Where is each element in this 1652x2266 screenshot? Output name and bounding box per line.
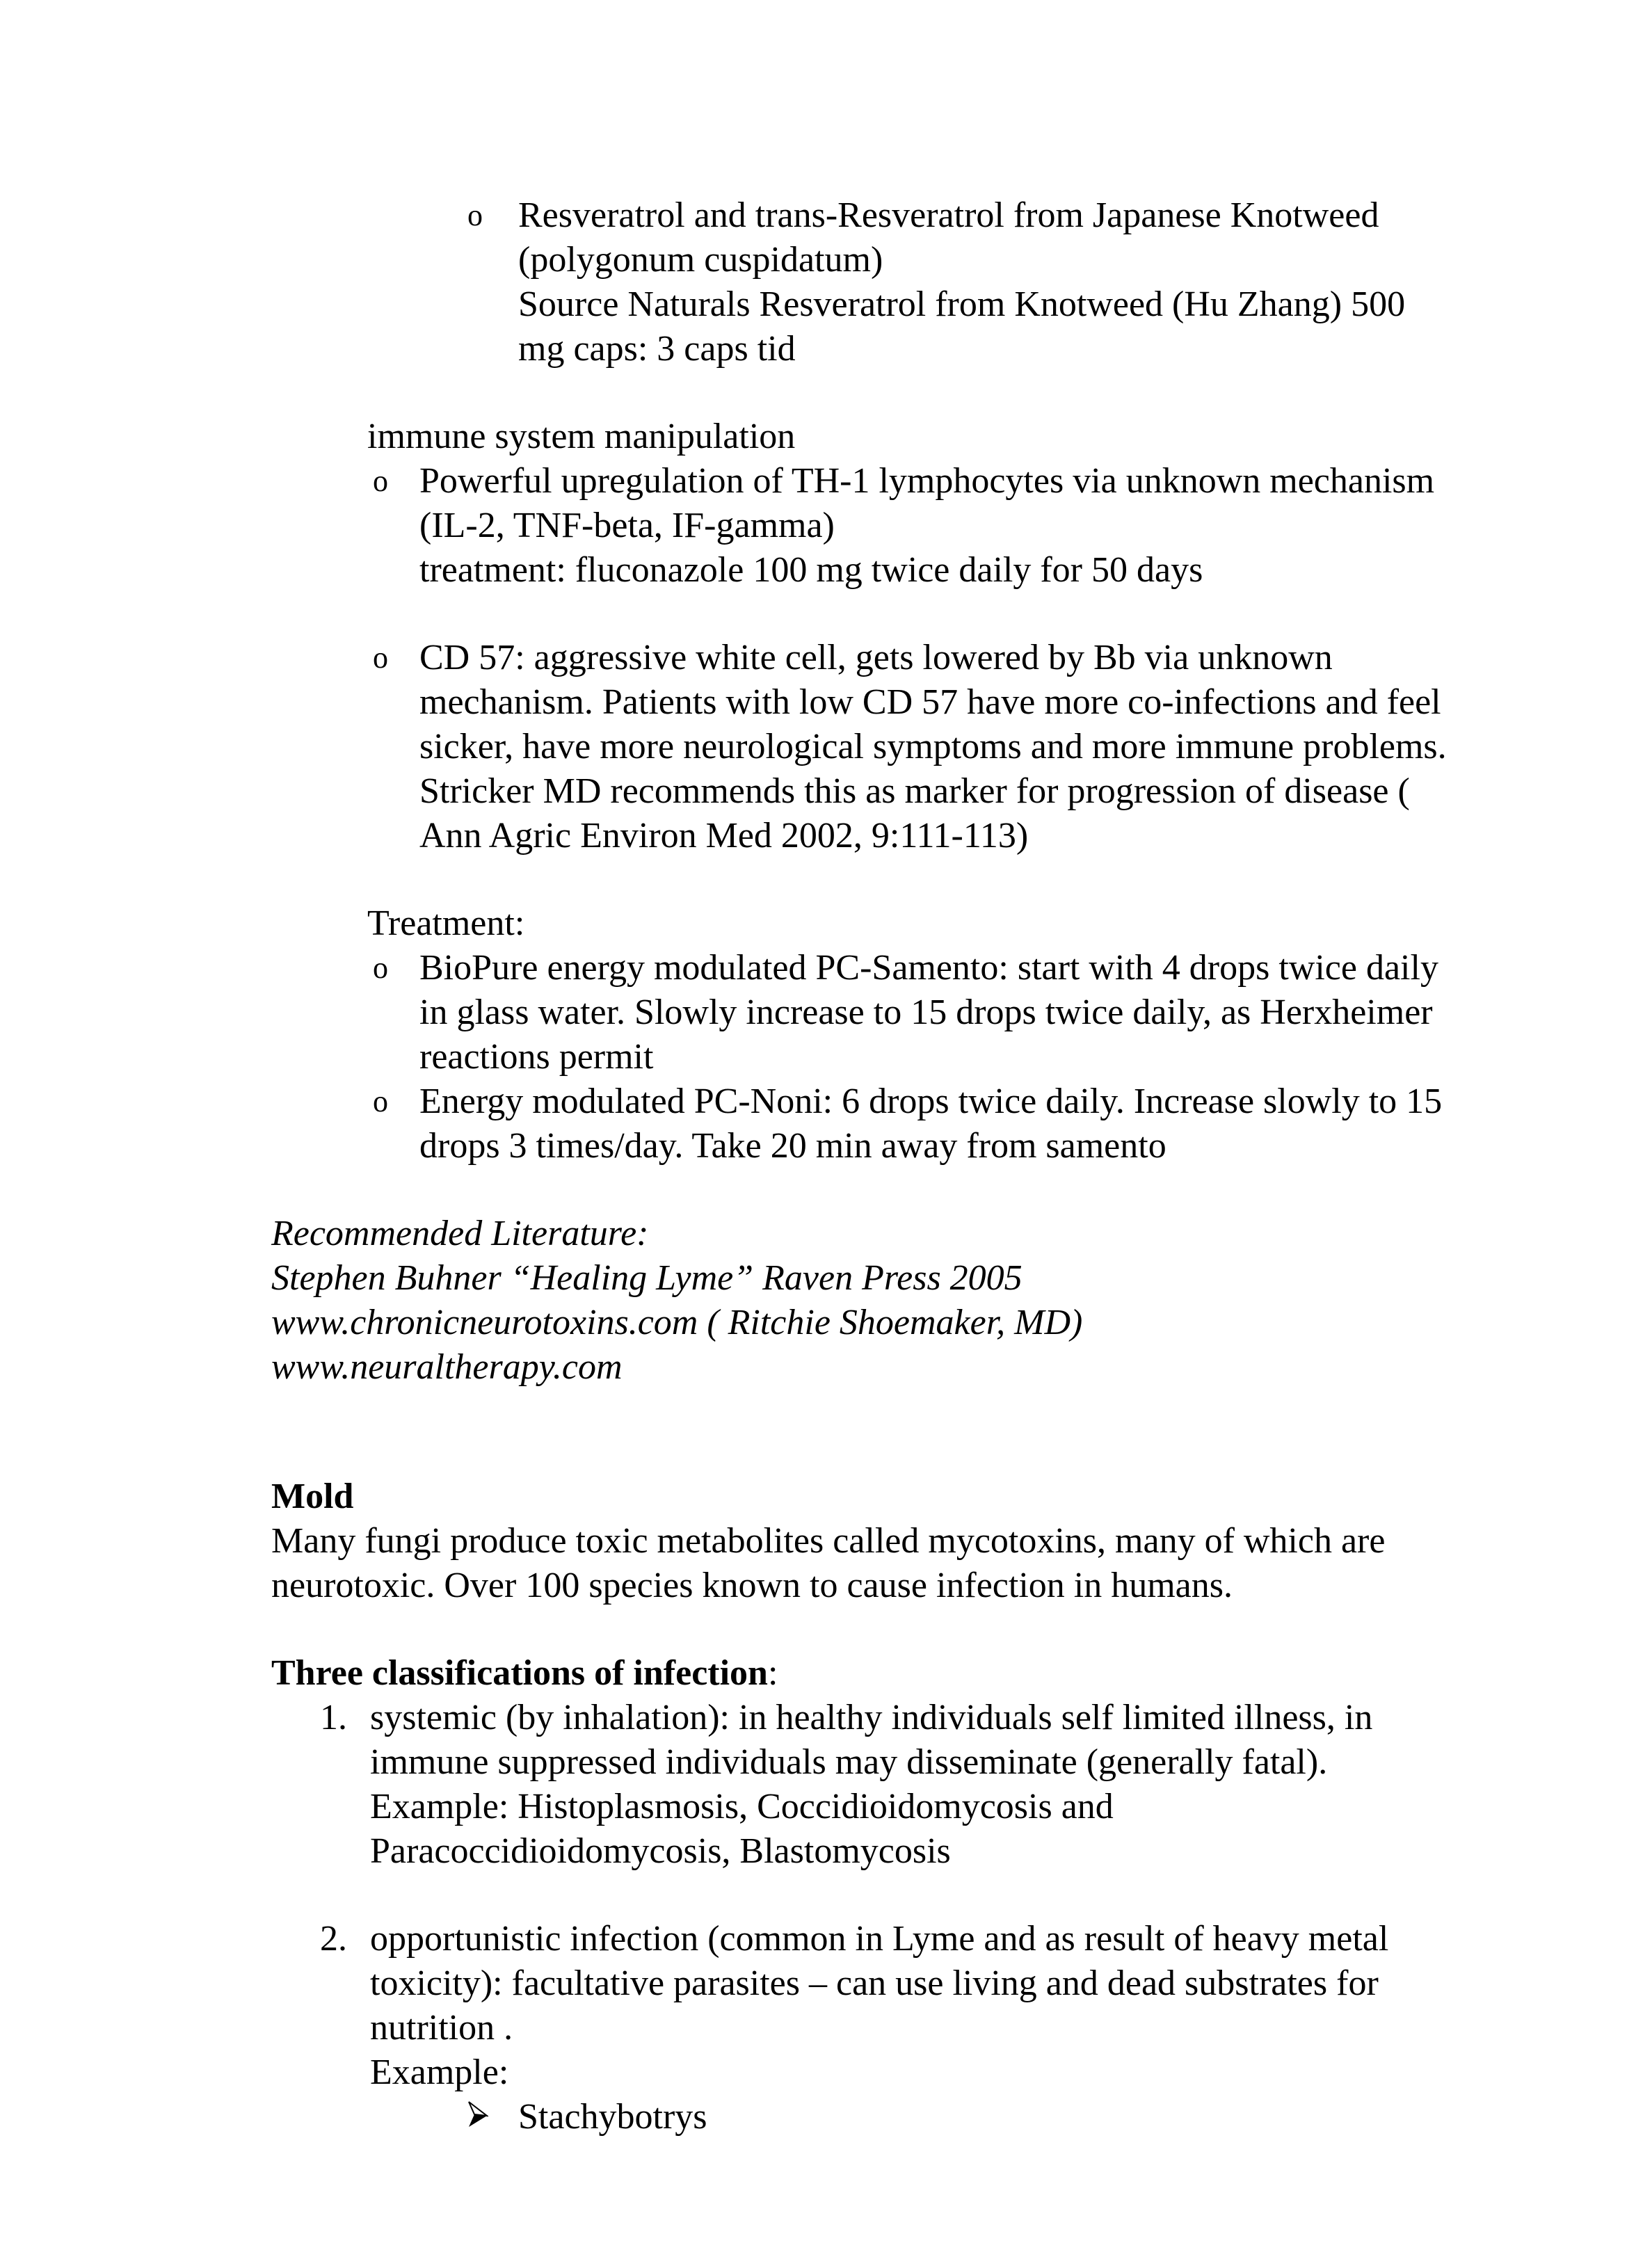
text-line: CD 57: aggressive white cell, gets lowered by Bb via unknown bbox=[419, 638, 1333, 677]
text-line: nutrition . bbox=[370, 2008, 513, 2048]
text-line: Energy modulated PC-Noni: 6 drops twice daily. Increase slowly to 15 bbox=[419, 1082, 1443, 1121]
text-line: Powerful upregulation of TH-1 lymphocytes via unknown mechanism bbox=[419, 461, 1435, 501]
text-line: opportunistic infection (common in Lyme and as result of heavy metal bbox=[370, 1919, 1389, 1959]
text-line: treatment: fluconazole 100 mg twice daily for 50 days bbox=[419, 550, 1203, 590]
text-line: Many fungi produce toxic metabolites called mycotoxins, many of which are bbox=[271, 1521, 1386, 1561]
text-line: mg caps: 3 caps tid bbox=[518, 329, 796, 369]
text-line: drops 3 times/day. Take 20 min away from samento bbox=[419, 1126, 1166, 1166]
bullet-circle-icon: o bbox=[467, 198, 483, 232]
arrow-bullet-icon bbox=[467, 2100, 488, 2128]
text-line: BioPure energy modulated PC-Samento: start with 4 drops twice daily bbox=[419, 948, 1438, 988]
bullet-circle-icon: o bbox=[373, 1084, 388, 1118]
text-line: Resveratrol and trans-Resveratrol from Japanese Knotweed bbox=[518, 195, 1379, 235]
classifications-colon: : bbox=[767, 1653, 778, 1693]
bullet-circle-icon: o bbox=[373, 464, 388, 498]
list-number: 2. bbox=[320, 1919, 347, 1959]
section-heading-treatment: Treatment: bbox=[367, 903, 525, 943]
text-line: Source Naturals Resveratrol from Knotweed (Hu Zhang) 500 bbox=[518, 284, 1406, 324]
text-line: Paracoccidioidomycosis, Blastomycosis bbox=[370, 1831, 951, 1871]
text-line: systemic (by inhalation): in healthy individuals self limited illness, in bbox=[370, 1698, 1373, 1737]
text-line: (polygonum cuspidatum) bbox=[518, 240, 883, 280]
literature-link[interactable]: www.neuraltherapy.com bbox=[271, 1347, 623, 1387]
classifications-heading-text: Three classifications of infection bbox=[271, 1653, 768, 1693]
text-line: Ann Agric Environ Med 2002, 9:111-113) bbox=[419, 816, 1029, 855]
literature-link[interactable]: www.chronicneurotoxins.com ( Ritchie Shoemaker, MD) bbox=[271, 1303, 1083, 1342]
text-line: Stricker MD recommends this as marker for progression of disease ( bbox=[419, 771, 1410, 811]
text-line: sicker, have more neurological symptoms and more immune problems. bbox=[419, 727, 1447, 766]
text-line: reactions permit bbox=[419, 1037, 654, 1077]
section-heading-mold: Mold bbox=[271, 1477, 354, 1516]
text-line: Example: bbox=[370, 2052, 509, 2092]
text-line: immune suppressed individuals may disseminate (generally fatal). bbox=[370, 1742, 1328, 1782]
bullet-circle-icon: o bbox=[373, 641, 388, 675]
text-line: in glass water. Slowly increase to 15 drops twice daily, as Herxheimer bbox=[419, 993, 1433, 1032]
text-line: toxicity): facultative parasites – can use living and dead substrates for bbox=[370, 1963, 1379, 2003]
literature-heading: Recommended Literature: bbox=[271, 1214, 649, 1253]
text-line: mechanism. Patients with low CD 57 have more co-infections and feel bbox=[419, 682, 1441, 722]
text-line: Example: Histoplasmosis, Coccidioidomycosis and bbox=[370, 1787, 1114, 1826]
bullet-circle-icon: o bbox=[373, 951, 388, 985]
literature-item: Stephen Buhner “Healing Lyme” Raven Press 2005 bbox=[271, 1258, 1023, 1298]
classifications-heading bbox=[271, 1651, 778, 1696]
text-line: neurotoxic. Over 100 species known to cause infection in humans. bbox=[271, 1566, 1233, 1605]
list-number: 1. bbox=[320, 1698, 347, 1737]
text-line: Stachybotrys bbox=[518, 2097, 707, 2137]
section-heading-immune: immune system manipulation bbox=[367, 417, 796, 456]
text-line: (IL-2, TNF-beta, IF-gamma) bbox=[419, 506, 835, 545]
